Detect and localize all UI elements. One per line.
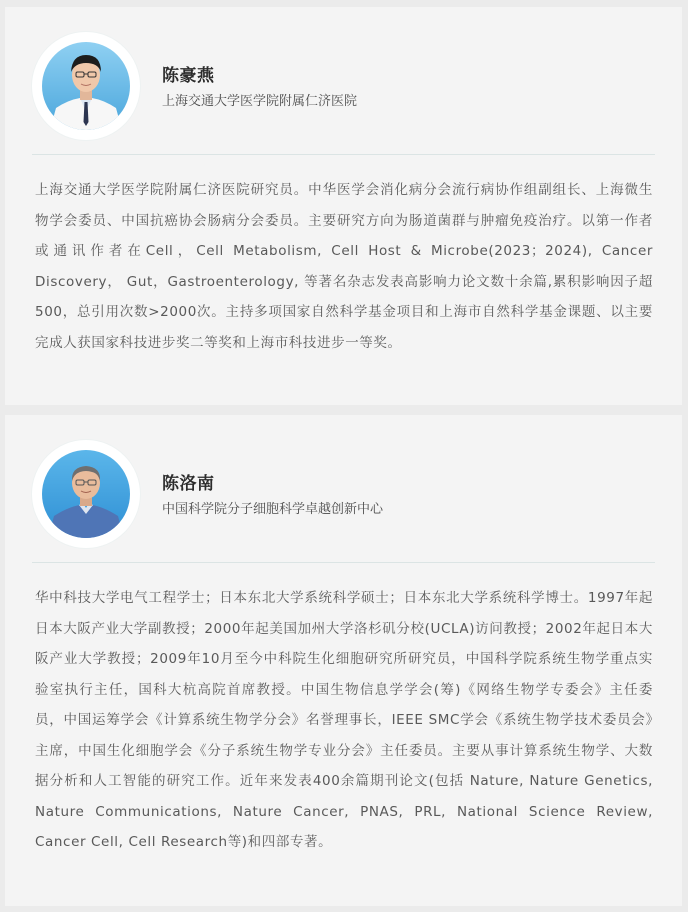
profile-card xyxy=(5,7,682,405)
profile-bio: 上海交通大学医学院附属仁济医院研究员。中华医学会消化病分会流行病协作组副组长、上海微生物学会委员、中国抗癌协会肠病分会委员。主要研究方向为肠道菌群与肿瘤免疫治疗。以第一作者或通讯作者在Cell，Cell Metabolism, Cell Host & Microbe(2023；2024), Cancer Discovery， Gut，Gastroenterology, 等著名杂志发表高影响力论文数十余篇,累积影响因子超500，总引用次数>2000次。主持多项国家自然科学基金项目和上海市自然科学基金课题、以主要完成人获国家科技进步奖二等奖和上海市科技进步一等奖。 xyxy=(35,182,653,351)
avatar-portrait xyxy=(42,42,130,130)
profile-affiliation: 中国科学院分子细胞科学卓越创新中心 xyxy=(162,502,384,517)
profile-bio: 华中科技大学电气工程学士；日本东北大学系统科学硕士；日本东北大学系统科学博士。1997年起日本大阪产业大学副教授；2000年起美国加州大学洛杉矶分校(UCLA)访问教授；2002年起日本大阪产业大学教授；2009年10月至今中科院生化细胞研究所研究员，中国科学院系统生物学重点实验室执行主任，国科大杭高院首席教授。中国生物信息学学会(筹)《网络生物学专委会》主任委员，中国运筹学会《计算系统生物学分会》名誉理事长，IEEE SMC学会《系统生物学技术委员会》主席，中国生化细胞学会《分子系统生物学专业分会》主任委员。主要从事计算系统生物学、大数据分析和人工智能的研究工作。近年来发表400余篇期刊论文(包括 Nature, Nature Genetics, Nature Communications, Nature Cancer, PNAS, PRL, National Science Review, Cancer Cell, Cell Research等)和四部专著。 xyxy=(35,590,653,850)
avatar-frame xyxy=(32,32,140,140)
divider xyxy=(32,154,655,155)
profile-name: 陈洛南 xyxy=(162,474,215,494)
profile-name: 陈豪燕 xyxy=(162,66,215,86)
avatar xyxy=(42,450,130,538)
avatar xyxy=(42,42,130,130)
profile-header xyxy=(5,7,682,155)
avatar-frame xyxy=(32,440,140,548)
profile-affiliation: 上海交通大学医学院附属仁济医院 xyxy=(162,94,358,109)
profile-card xyxy=(5,415,682,906)
divider xyxy=(32,562,655,563)
avatar-portrait xyxy=(42,450,130,538)
profile-header xyxy=(5,415,682,563)
